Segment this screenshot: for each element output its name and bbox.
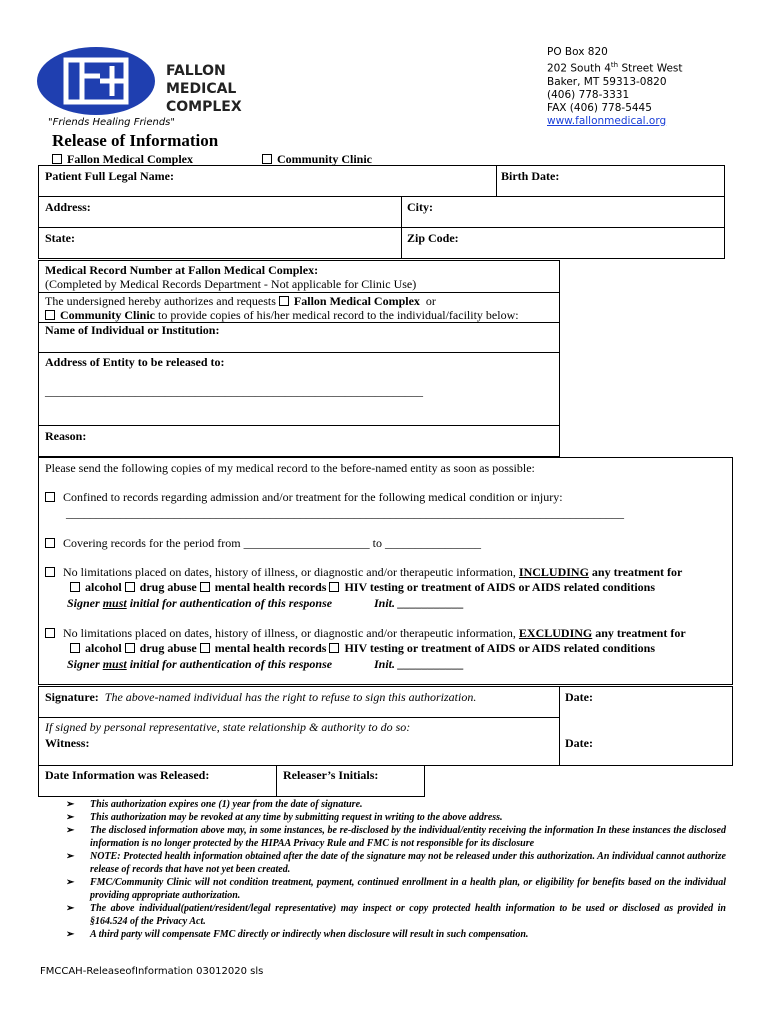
checkbox-icon[interactable] bbox=[52, 154, 62, 164]
arrow-bullet-icon: ➢ bbox=[66, 812, 75, 823]
excluding-signer: Signer must initial for authentication of this response bbox=[67, 657, 333, 671]
copies-intro: Please send the following copies of my medical record to the before-named entity as soon as possible: bbox=[45, 461, 535, 475]
list-item: ➢ FMC/Community Clinic will not condition treatment, payment, continued enrollment in a health plan, or eligibility for benefits based on the individual providing appropriate authorization. bbox=[66, 877, 726, 901]
tagline: "Friends Healing Friends" bbox=[48, 117, 175, 128]
notes-list bbox=[66, 798, 726, 941]
option-covering[interactable]: Covering records for the period from _____________________ to ________________ bbox=[45, 536, 481, 551]
footer-code: FMCCAH-ReleaseofInformation 03012020 sls bbox=[40, 966, 264, 977]
checkbox-icon[interactable] bbox=[262, 154, 272, 164]
option-fmc[interactable]: Fallon Medical Complex bbox=[52, 152, 193, 167]
org-name-line2: MEDICAL bbox=[166, 81, 237, 97]
checkbox-icon[interactable] bbox=[279, 296, 289, 306]
option-excluding[interactable]: No limitations placed on dates, history of illness, or diagnostic and/or therapeutic information, EXCLUDING any treatment for bbox=[45, 626, 686, 641]
fax: FAX (406) 778-5445 bbox=[547, 101, 652, 114]
org-name-line1: FALLON bbox=[166, 63, 226, 79]
option-including[interactable]: No limitations placed on dates, history of illness, or diagnostic and/or therapeutic information, INCLUDING any treatment for bbox=[45, 565, 682, 580]
signature-date-field[interactable]: Date: bbox=[565, 690, 593, 704]
mrn-field[interactable]: Medical Record Number at Fallon Medical Complex: bbox=[45, 263, 319, 277]
list-item: ➢ A third party will compensate FMC directly or indirectly when disclosure will result in such compensation. bbox=[66, 929, 529, 940]
witness-date-field[interactable]: Date: bbox=[565, 736, 593, 750]
entity-name-field[interactable]: Name of Individual or Institution: bbox=[45, 323, 220, 337]
checkbox-icon[interactable] bbox=[45, 567, 55, 577]
list-item: ➢ The disclosed information above may, in some instances, be re-disclosed by the individual/entity receiving the information In these instances the disclosed information is no longer protected by the HIPAA Privacy Rule and FMC is not responsible for its disclosure bbox=[66, 825, 726, 849]
arrow-bullet-icon: ➢ bbox=[66, 877, 75, 888]
org-name-line3: COMPLEX bbox=[166, 99, 242, 115]
list-item: ➢ This authorization may be revoked at any time by submitting request in writing to the above address. bbox=[66, 812, 503, 823]
rep-note: If signed by personal representative, state relationship & authority to do so: bbox=[45, 720, 411, 734]
option-clinic[interactable]: Community Clinic bbox=[262, 152, 372, 167]
confined-blank[interactable]: _____________________________________________________________________________________________ bbox=[66, 506, 624, 520]
including-signer: Signer must initial for authentication of this response bbox=[67, 596, 333, 610]
website-link[interactable]: www.fallonmedical.org bbox=[547, 114, 667, 127]
arrow-bullet-icon: ➢ bbox=[66, 929, 75, 940]
entity-address-blank[interactable]: _______________________________________________________________ bbox=[45, 384, 423, 398]
state-field[interactable]: State: bbox=[45, 231, 75, 245]
city-field[interactable]: City: bbox=[407, 200, 433, 214]
entity-address-field[interactable]: Address of Entity to be released to: bbox=[45, 355, 225, 369]
releaser-initials-field[interactable]: Releaser’s Initials: bbox=[283, 768, 379, 782]
witness-field[interactable]: Witness: bbox=[45, 736, 90, 750]
date-released-field[interactable]: Date Information was Released: bbox=[45, 768, 210, 782]
checkbox-icon[interactable] bbox=[45, 492, 55, 502]
state-zip-box bbox=[38, 227, 725, 259]
checkbox-icon[interactable] bbox=[45, 310, 55, 320]
checkbox-icon[interactable] bbox=[200, 643, 210, 653]
checkbox-icon[interactable] bbox=[45, 628, 55, 638]
checkbox-icon[interactable] bbox=[200, 582, 210, 592]
arrow-bullet-icon: ➢ bbox=[66, 851, 75, 862]
page-title: Release of Information bbox=[52, 131, 219, 150]
patient-name-field[interactable]: Patient Full Legal Name: bbox=[45, 169, 174, 183]
excluding-items: alcohol drug abuse mental health records HIV testing or treatment of AIDS or AIDS related conditions bbox=[70, 641, 655, 656]
zip-field[interactable]: Zip Code: bbox=[407, 231, 459, 245]
authorize-line2: Community Clinic to provide copies of his/her medical record to the individual/facility below: bbox=[45, 308, 519, 323]
including-items: alcohol drug abuse mental health records HIV testing or treatment of AIDS or AIDS related conditions bbox=[70, 580, 655, 595]
logo bbox=[36, 46, 156, 116]
birth-date-field[interactable]: Birth Date: bbox=[501, 169, 560, 183]
arrow-bullet-icon: ➢ bbox=[66, 799, 75, 810]
address-line1: PO Box 820 bbox=[547, 46, 608, 58]
checkbox-icon[interactable] bbox=[125, 643, 135, 653]
checkbox-icon[interactable] bbox=[45, 538, 55, 548]
list-item: ➢ NOTE: Protected health information obtained after the date of the signature may not be released under this authorization. An individual cannot authorize release of records that have not yet been created. bbox=[66, 851, 726, 875]
option-confined[interactable]: Confined to records regarding admission and/or treatment for the following medical condition or injury: bbox=[45, 490, 563, 505]
arrow-bullet-icon: ➢ bbox=[66, 825, 75, 836]
checkbox-icon[interactable] bbox=[70, 643, 80, 653]
signature-field[interactable]: Signature: The above-named individual has the right to refuse to sign this authorization. bbox=[45, 690, 477, 704]
address-field[interactable]: Address: bbox=[45, 200, 91, 214]
phone: (406) 778-3331 bbox=[547, 88, 630, 101]
address-line2: 202 South 4th Street West bbox=[547, 61, 683, 75]
mrn-note: (Completed by Medical Records Department - Not applicable for Clinic Use) bbox=[45, 277, 417, 291]
fmc-cross-logo-icon bbox=[36, 46, 156, 116]
list-item: ➢ This authorization expires one (1) year from the date of signature. bbox=[66, 799, 363, 810]
arrow-bullet-icon: ➢ bbox=[66, 903, 75, 914]
list-item: ➢ The above individual(patient/resident/legal representative) may inspect or copy protected health information to be used or disclosed as provided in §164.524 of the Privacy Act. bbox=[66, 903, 726, 927]
excluding-init[interactable]: Init. ___________ bbox=[374, 657, 465, 671]
checkbox-icon[interactable] bbox=[329, 582, 339, 592]
authorize-line1: The undersigned hereby authorizes and requests Fallon Medical Complex or bbox=[45, 294, 436, 308]
checkbox-icon[interactable] bbox=[70, 582, 80, 592]
checkbox-icon[interactable] bbox=[125, 582, 135, 592]
checkbox-icon[interactable] bbox=[329, 643, 339, 653]
including-init[interactable]: Init. ___________ bbox=[374, 596, 465, 610]
reason-field[interactable]: Reason: bbox=[45, 429, 87, 443]
address-line3: Baker, MT 59313-0820 bbox=[547, 75, 667, 88]
